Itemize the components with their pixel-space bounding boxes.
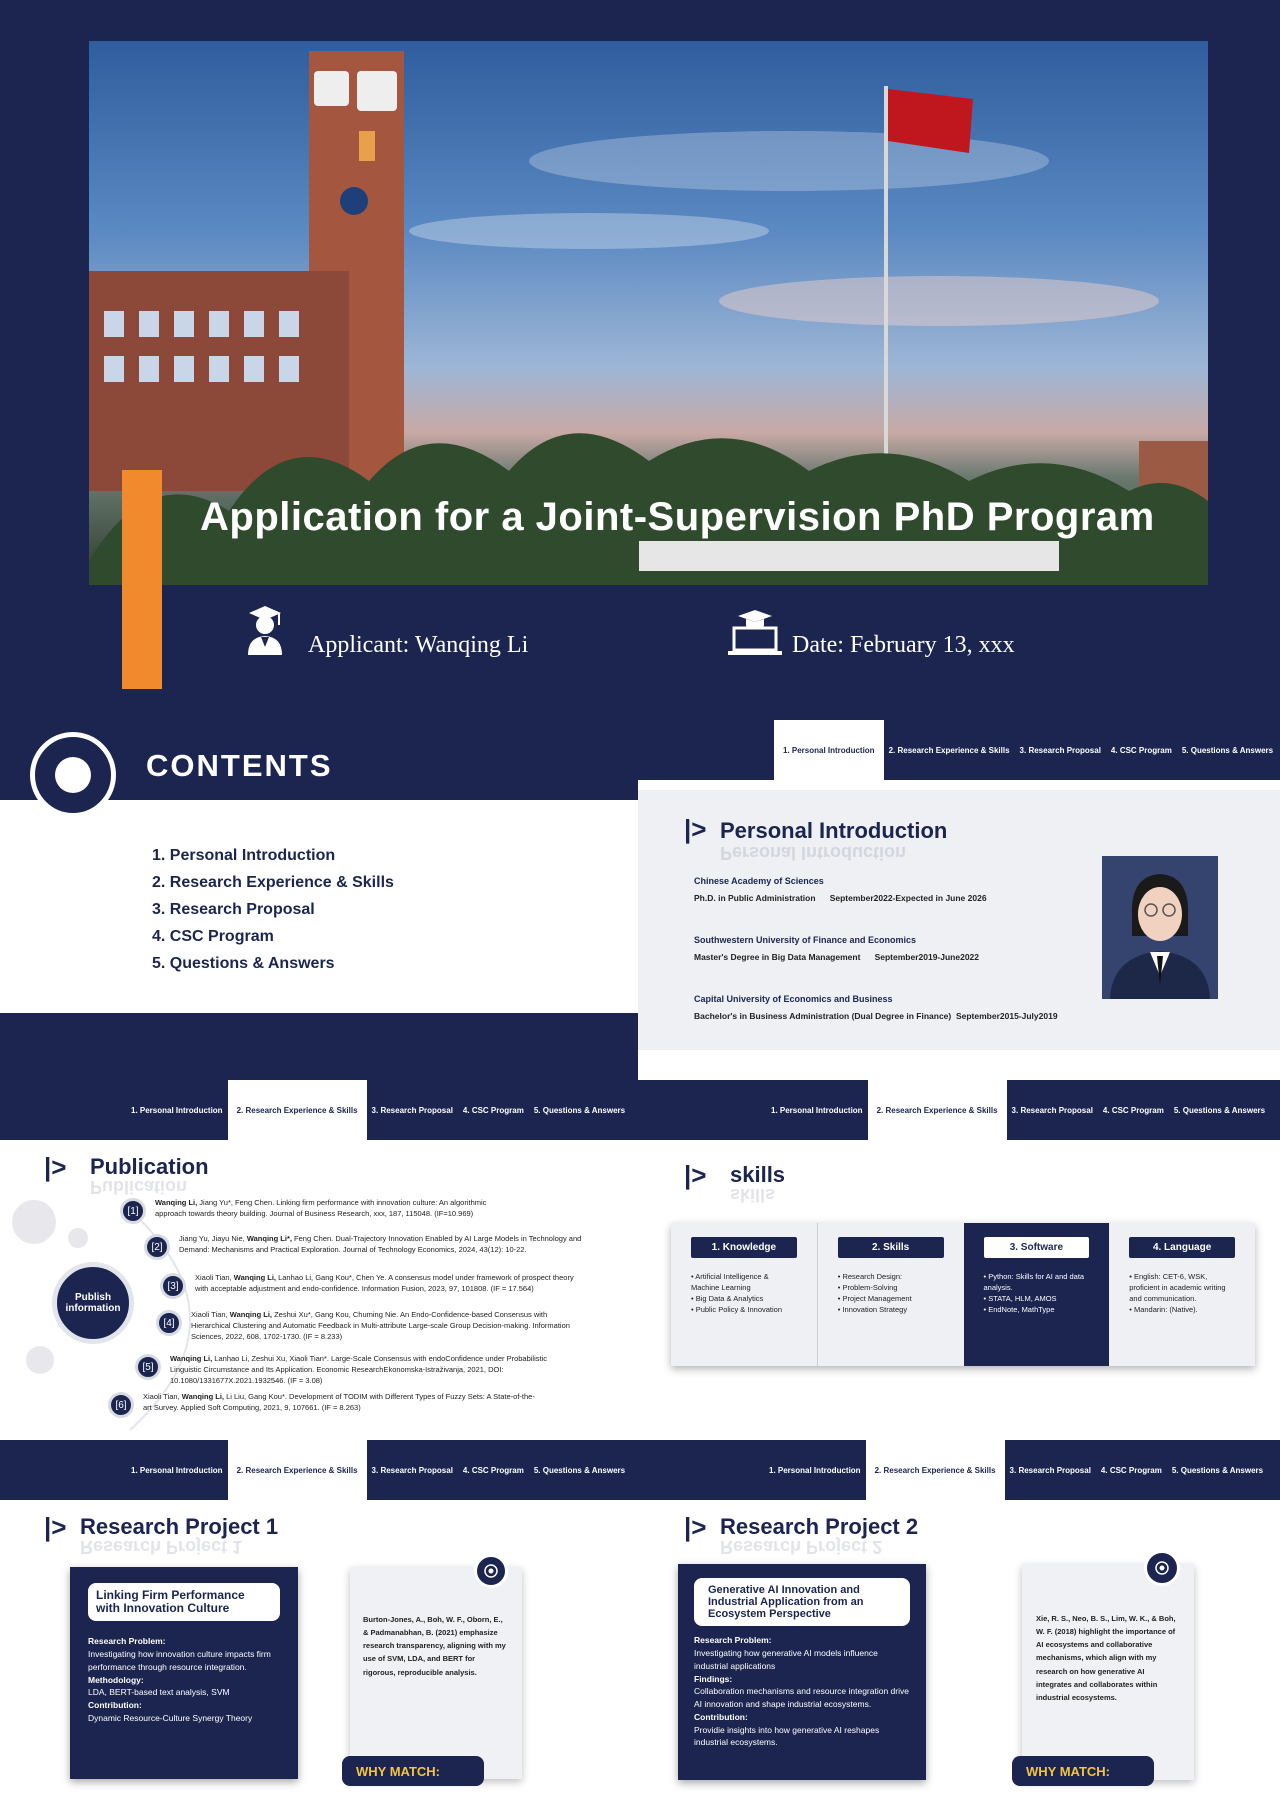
skill-line: proficient in academic writing [1129, 1282, 1226, 1292]
publication-number: [3] [160, 1273, 186, 1299]
contents-list [152, 842, 394, 977]
applicant-name: Applicant: Wanqing Li [308, 632, 529, 658]
citation-prefix: Xiaoli Tian, [143, 1392, 182, 1401]
tab-research-proposal[interactable]: 3. Research Proposal [371, 1465, 453, 1475]
detail-heading: Research Problem: [88, 1636, 166, 1647]
quote-text: Burton-Jones, A., Boh, W. F., Oborn, E., & Padmanabhan, B. (2021) emphasize research transparency, aligning with my use of SVM, LDA, and BERT for rigorous, reproducible analysis. [363, 1615, 506, 1677]
target-icon [474, 1554, 508, 1588]
author-highlight: Wanqing Li, [233, 1273, 276, 1282]
tab-csc-program[interactable]: 4. CSC Program [1102, 1105, 1164, 1115]
column-header: 3. Software [984, 1237, 1090, 1258]
school-name: Chinese Academy of Sciences [694, 876, 824, 886]
column-header: 2. Skills [838, 1237, 944, 1258]
skills-column-software [964, 1223, 1110, 1366]
chevron-right-icon: |> [684, 1160, 707, 1190]
project1-card [70, 1567, 298, 1779]
publication-title-reflection: Publication [90, 1177, 188, 1197]
school-name: Southwestern University of Finance and Economics [694, 935, 917, 945]
tab-bar [0, 1440, 638, 1500]
intro-body [638, 780, 1280, 1080]
skill-line: • Python: Skills for AI and data [983, 1272, 1085, 1281]
citation-text: Li Liu, Gang Kou*. Development of TODIM with Different Types of Fuzzy Sets: A State-of-the-art Survey. Applied Soft Computing, 2021, 9, 107661. (IF = 8.263) [143, 1392, 535, 1412]
publication-item [144, 1234, 584, 1260]
project2-slide [638, 1440, 1280, 1800]
skill-line: • EndNote, MathType [983, 1304, 1055, 1314]
project2-quote-card [1022, 1564, 1194, 1780]
detail-text: Collaboration mechanisms and resource integration drive AI innovation and shape industrial ecosystems. [694, 1686, 909, 1710]
tab-csc-program[interactable]: 4. CSC Program [1110, 745, 1172, 755]
why-match-label: WHY MATCH: [1012, 1756, 1154, 1786]
skill-line: • Innovation Strategy [837, 1304, 908, 1314]
publication-item [160, 1273, 600, 1299]
publication-body [0, 1140, 638, 1440]
skills-title-reflection: skills [730, 1185, 776, 1205]
period: September2019-June2022 [874, 952, 979, 962]
detail-text: LDA, BERT-based text analysis, SVM [88, 1687, 230, 1698]
project2-details [694, 1634, 910, 1749]
project1-title-reflection: Research Project 1 [80, 1537, 243, 1557]
tab-personal-introduction[interactable]: 1. Personal Introduction [771, 1105, 863, 1115]
contents-item[interactable]: 1. Personal Introduction [152, 847, 336, 864]
citation-text: Feng Chen. Dual-Trajectory Innovation Enabled by AI Large Models in Technology and Demand: Mechanisms and Practical Exploration. Journal of Technology Economics, 2024, 43(12): 10-22. [179, 1234, 582, 1254]
contents-ring-icon [30, 732, 116, 818]
column-header: 1. Knowledge [691, 1237, 797, 1258]
skills-lines [1129, 1272, 1235, 1316]
author-highlight: Wanqing Li, [155, 1198, 198, 1207]
intro-slide [638, 720, 1280, 1080]
quote-text: Xie, R. S., Neo, B. S., Lim, W. K., & Boh, W. F. (2018) highlight the importance of AI ecosystems and collaborative mechanisms, which align with my research on how generative AI integrates and collaborates within industrial ecosystems. [1036, 1614, 1176, 1702]
intro-title: Personal Introduction [720, 818, 948, 843]
skills-body [638, 1140, 1280, 1440]
cover-slide [0, 0, 1280, 720]
detail-heading: Methodology: [88, 1674, 144, 1685]
project2-topic-pill: Generative AI Innovation and Industrial Application from an Ecosystem Perspective [694, 1578, 910, 1626]
contents-item[interactable]: 2. Research Experience & Skills [152, 874, 394, 891]
accent-bar [122, 470, 162, 689]
skills-column-knowledge [671, 1223, 818, 1366]
education-list [694, 876, 1114, 1053]
tab-research-proposal[interactable]: 3. Research Proposal [1019, 745, 1101, 755]
tab-research-experience[interactable]: 2. Research Experience & Skills [228, 1440, 367, 1500]
contents-item[interactable]: 5. Questions & Answers [152, 955, 335, 972]
detail-heading: Research Problem: [694, 1635, 772, 1646]
tab-personal-introduction[interactable]: 1. Personal Introduction [131, 1105, 223, 1115]
skill-line: analysis. [983, 1282, 1013, 1292]
skill-line: • English: CET-6, WSK, [1129, 1272, 1208, 1281]
skills-grid [671, 1223, 1255, 1366]
degree: Master's Degree in Big Data Management [694, 952, 861, 962]
skill-line: • Research Design: [837, 1272, 903, 1281]
tab-csc-program[interactable]: 4. CSC Program [1100, 1465, 1162, 1475]
degree: Ph.D. in Public Administration [694, 893, 816, 903]
chevron-right-icon: |> [44, 1152, 67, 1182]
skills-lines [838, 1272, 944, 1316]
detail-text: Providie insights into how generative AI reshapes industrial ecosystems. [694, 1724, 880, 1748]
tab-questions-answers[interactable]: 5. Questions & Answers [1181, 745, 1274, 755]
skill-line: Machine Learning [691, 1282, 751, 1292]
skill-line: and communication. [1129, 1293, 1197, 1303]
target-icon [1144, 1550, 1180, 1586]
skill-line: • Problem-Solving [837, 1282, 898, 1292]
tab-questions-answers[interactable]: 5. Questions & Answers [1173, 1105, 1266, 1115]
publication-number: [6] [108, 1392, 134, 1418]
applicant-photo [1102, 856, 1218, 999]
tab-bar [638, 720, 1280, 780]
chevron-right-icon: |> [684, 1512, 707, 1542]
skills-slide [638, 1080, 1280, 1440]
period: September2022-Expected in June 2026 [829, 893, 987, 903]
citation-prefix: Jiang Yu, Jiayu Nie, [179, 1234, 247, 1243]
contents-heading: CONTENTS [146, 748, 333, 783]
chevron-right-icon: |> [684, 814, 707, 844]
tab-research-experience[interactable]: 2. Research Experience & Skills [888, 745, 1010, 755]
citation-text: Zeshui Xu*, Gang Kou, Chuming Nie. An Endo-Confidence-based Consensus with Hierarchical Clustering and Automatic Feedback in Multi-attribute Large-scale Group Decision-making. Information Sciences, 2022, 608, 1702-1730. (IF = 8.233) [191, 1310, 570, 1341]
skills-column-language [1109, 1223, 1255, 1366]
why-match-label: WHY MATCH: [342, 1756, 484, 1786]
decor-circle [12, 1200, 56, 1244]
citation-text: Jiang Yu*, Feng Chen. Linking firm performance with innovation culture: An algorithmic approach towards theory building. Journal of Business Research, xxx, 187, 115048. (IF=10.969) [155, 1198, 487, 1218]
publication-number: [5] [135, 1354, 161, 1380]
chevron-right-icon: |> [44, 1512, 67, 1542]
project2-card [678, 1564, 926, 1780]
decor-circle [68, 1228, 88, 1248]
education-entry [694, 994, 1114, 1053]
skill-line: • Big Data & Analytics [691, 1293, 764, 1303]
citation-prefix: Xiaoli Tian, [195, 1273, 234, 1282]
contents-item[interactable]: 4. CSC Program [152, 928, 274, 945]
publication-item [120, 1198, 540, 1224]
author-highlight: Wanqing Li, [181, 1392, 224, 1401]
detail-text: Investigating how innovation culture impacts firm performance through resource integration. [88, 1649, 271, 1672]
graduate-icon [246, 603, 284, 655]
skills-title: skills [730, 1162, 786, 1187]
project1-slide [0, 1440, 638, 1800]
project1-body [0, 1500, 638, 1800]
skills-lines [691, 1272, 797, 1316]
project1-title: Research Project 1 [80, 1514, 279, 1539]
publication-slide [0, 1080, 638, 1440]
contents-item[interactable]: 3. Research Proposal [152, 901, 315, 918]
tab-questions-answers[interactable]: 5. Questions & Answers [533, 1105, 626, 1115]
publication-item [135, 1354, 575, 1387]
citation-text: Lanhao Li, Zeshui Xu, Xiaoli Tian*. Large-Scale Consensus with endoConfidence under Probabilistic Linguistic Circumstance and Its Application. Economic ResearchEkonomska-Istraživanja, 2021, DOI: 10.1080/1331677X.2021.1932546. (IF = 3.08) [170, 1354, 548, 1385]
tab-personal-introduction[interactable]: 1. Personal Introduction [131, 1465, 223, 1475]
tab-research-proposal[interactable]: 3. Research Proposal [371, 1105, 453, 1115]
citation-prefix: Xiaoli Tian, [191, 1310, 230, 1319]
author-highlight: Wanqing Li*, [246, 1234, 292, 1243]
author-highlight: Wanqing Li, [170, 1354, 213, 1363]
tab-bar [638, 1080, 1280, 1140]
detail-text: Investigating how generative AI models influence industrial applications [694, 1648, 878, 1671]
tab-bar [638, 1440, 1280, 1500]
skill-line: • Artificial Intelligence & [691, 1272, 769, 1281]
project2-title: Research Project 2 [720, 1514, 919, 1539]
cover-title: Application for a Joint-Supervision PhD Program [200, 495, 1155, 539]
detail-text: Dynamic Resource-Culture Synergy Theory [88, 1712, 253, 1723]
tab-bar [0, 1080, 638, 1140]
project1-details [88, 1635, 280, 1724]
school-name: Capital University of Economics and Business [694, 994, 893, 1004]
tab-personal-introduction[interactable]: 1. Personal Introduction [774, 720, 884, 780]
publication-number: [1] [120, 1198, 146, 1224]
project2-body [638, 1500, 1280, 1800]
tab-research-experience[interactable]: 2. Research Experience & Skills [228, 1080, 367, 1140]
education-entry [694, 876, 1114, 935]
tab-research-experience[interactable]: 2. Research Experience & Skills [866, 1440, 1005, 1500]
skill-line: • Project Management [837, 1293, 912, 1303]
skill-line: • STATA, HLM, AMOS [983, 1293, 1057, 1303]
publication-item [156, 1310, 596, 1343]
contents-slide [0, 720, 638, 1080]
author-highlight: Wanqing Li, [229, 1310, 272, 1319]
tab-questions-answers[interactable]: 5. Questions & Answers [533, 1465, 626, 1475]
degree: Bachelor's in Business Administration (Dual Degree in Finance) [694, 1011, 952, 1021]
publication-title: Publication [90, 1154, 209, 1179]
hub-label-line1: Publish [74, 1292, 112, 1303]
tab-csc-program[interactable]: 4. CSC Program [462, 1465, 524, 1475]
project2-title-reflection: Research Project 2 [720, 1537, 883, 1557]
skill-line: • Public Policy & Innovation [691, 1304, 783, 1314]
education-entry [694, 935, 1114, 994]
detail-heading: Findings: [694, 1673, 733, 1684]
skill-line: • Mandarin: (Native). [1129, 1304, 1198, 1314]
tab-personal-introduction[interactable]: 1. Personal Introduction [769, 1465, 861, 1475]
publication-number: [4] [156, 1310, 182, 1336]
publication-number: [2] [144, 1234, 170, 1260]
tab-questions-answers[interactable]: 5. Questions & Answers [1171, 1465, 1264, 1475]
laptop-graduation-icon [726, 608, 784, 658]
tab-csc-program[interactable]: 4. CSC Program [462, 1105, 524, 1115]
presentation-date: Date: February 13, xxx [792, 632, 1015, 658]
column-header: 4. Language [1129, 1237, 1235, 1258]
skills-lines [984, 1272, 1090, 1316]
intro-title-reflection: Personal Introduction [720, 843, 907, 863]
hub-label-line2: information [65, 1303, 121, 1314]
skills-column-skills [818, 1223, 964, 1366]
decor-circle [26, 1346, 54, 1374]
project1-quote-card [350, 1567, 522, 1779]
citation-text: Lanhao Li, Gang Kou*, Chen Ye. A consensus model under framework of prospect theory with acceptable adjustment and endo-confidence. Information Fusion, 2023, 97, 101808. (IF = 17.564) [195, 1273, 574, 1293]
period: September2015-July2019 [955, 1011, 1058, 1021]
publication-item [108, 1392, 548, 1418]
project1-topic-pill: Linking Firm Performance with Innovation Culture [88, 1583, 280, 1621]
tab-research-proposal[interactable]: 3. Research Proposal [1009, 1465, 1091, 1475]
detail-heading: Contribution: [694, 1711, 748, 1722]
tab-research-experience[interactable]: 2. Research Experience & Skills [868, 1080, 1007, 1140]
tab-research-proposal[interactable]: 3. Research Proposal [1011, 1105, 1093, 1115]
detail-heading: Contribution: [88, 1700, 142, 1711]
